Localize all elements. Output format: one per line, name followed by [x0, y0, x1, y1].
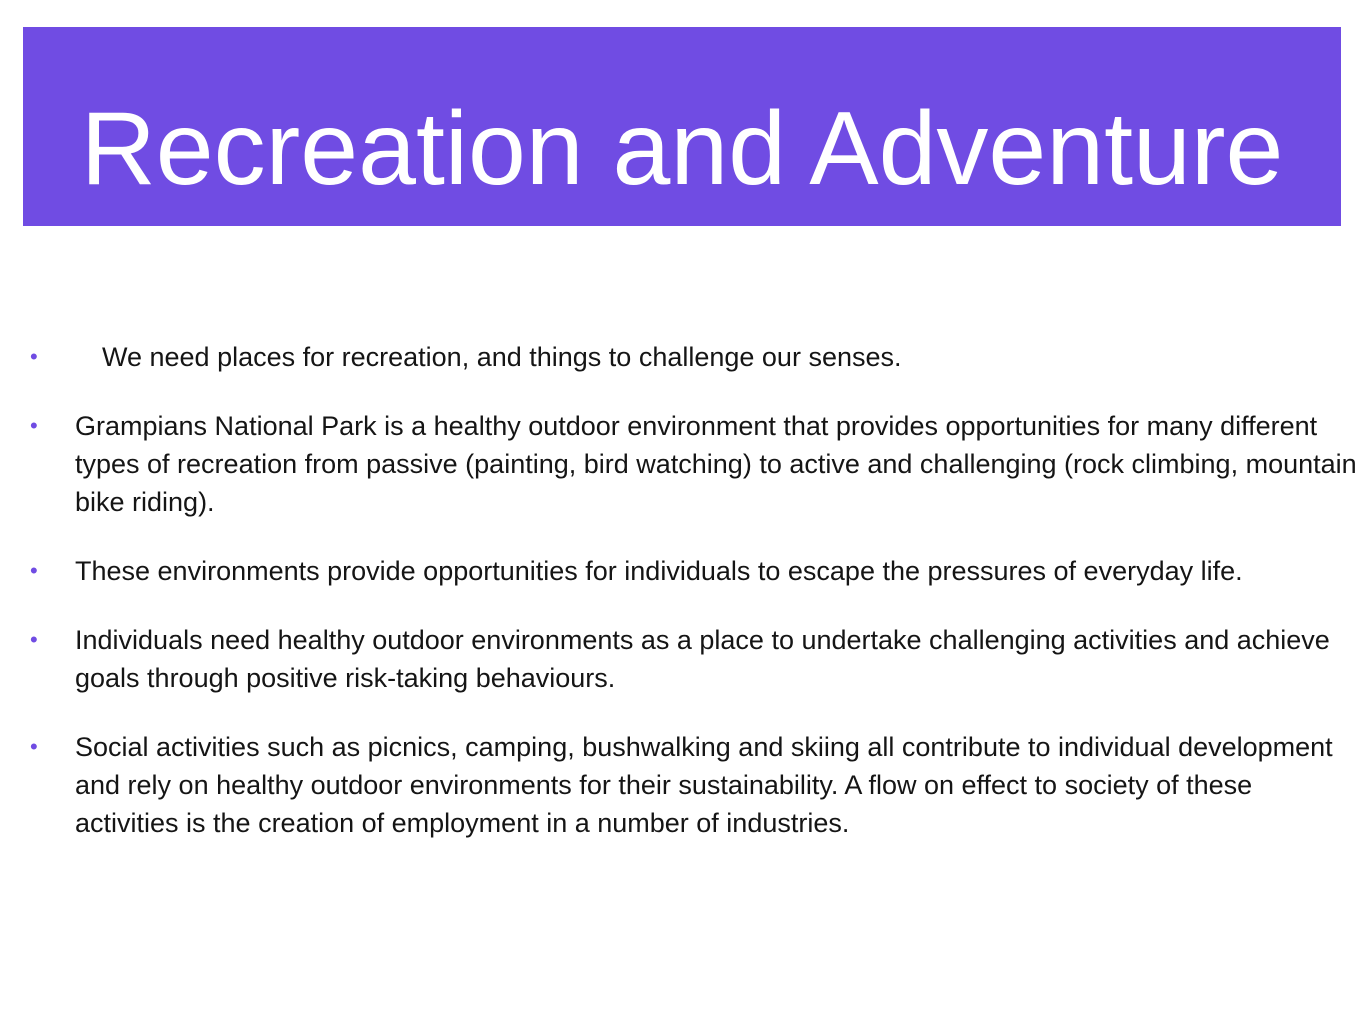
bullet-marker: •: [30, 344, 38, 369]
title-banner: [23, 27, 1341, 226]
bullet-marker: •: [30, 734, 38, 759]
bullet-text: Individuals need healthy outdoor environments as a place to undertake challenging activities and achieve goals through positive risk-taking behaviours.: [75, 625, 1330, 693]
bullet-text: Grampians National Park is a healthy outdoor environment that provides opportunities for many different types of recreation from passive (painting, bird watching) to active and challenging (rock climbing, mountain bike riding).: [75, 411, 1357, 517]
bullet-item: [30, 728, 1360, 842]
bullet-text: These environments provide opportunities for individuals to escape the pressures of everyday life.: [75, 556, 1243, 586]
bullet-marker: •: [30, 627, 38, 652]
bullet-item: [30, 338, 1360, 376]
bullet-item: [30, 621, 1360, 697]
bullet-marker: •: [30, 558, 38, 583]
bullet-marker: •: [30, 413, 38, 438]
bullet-list: [30, 338, 1360, 873]
bullet-item: [30, 407, 1360, 521]
bullet-text: Social activities such as picnics, camping, bushwalking and skiing all contribute to individual development and rely on healthy outdoor environments for their sustainability. A flow on effect to society of these activities is the creation of employment in a number of industries.: [75, 732, 1333, 838]
slide-title: Recreation and Adventure: [80, 91, 1284, 207]
bullet-item: [30, 552, 1360, 590]
bullet-text: We need places for recreation, and things to challenge our senses.: [102, 342, 902, 372]
